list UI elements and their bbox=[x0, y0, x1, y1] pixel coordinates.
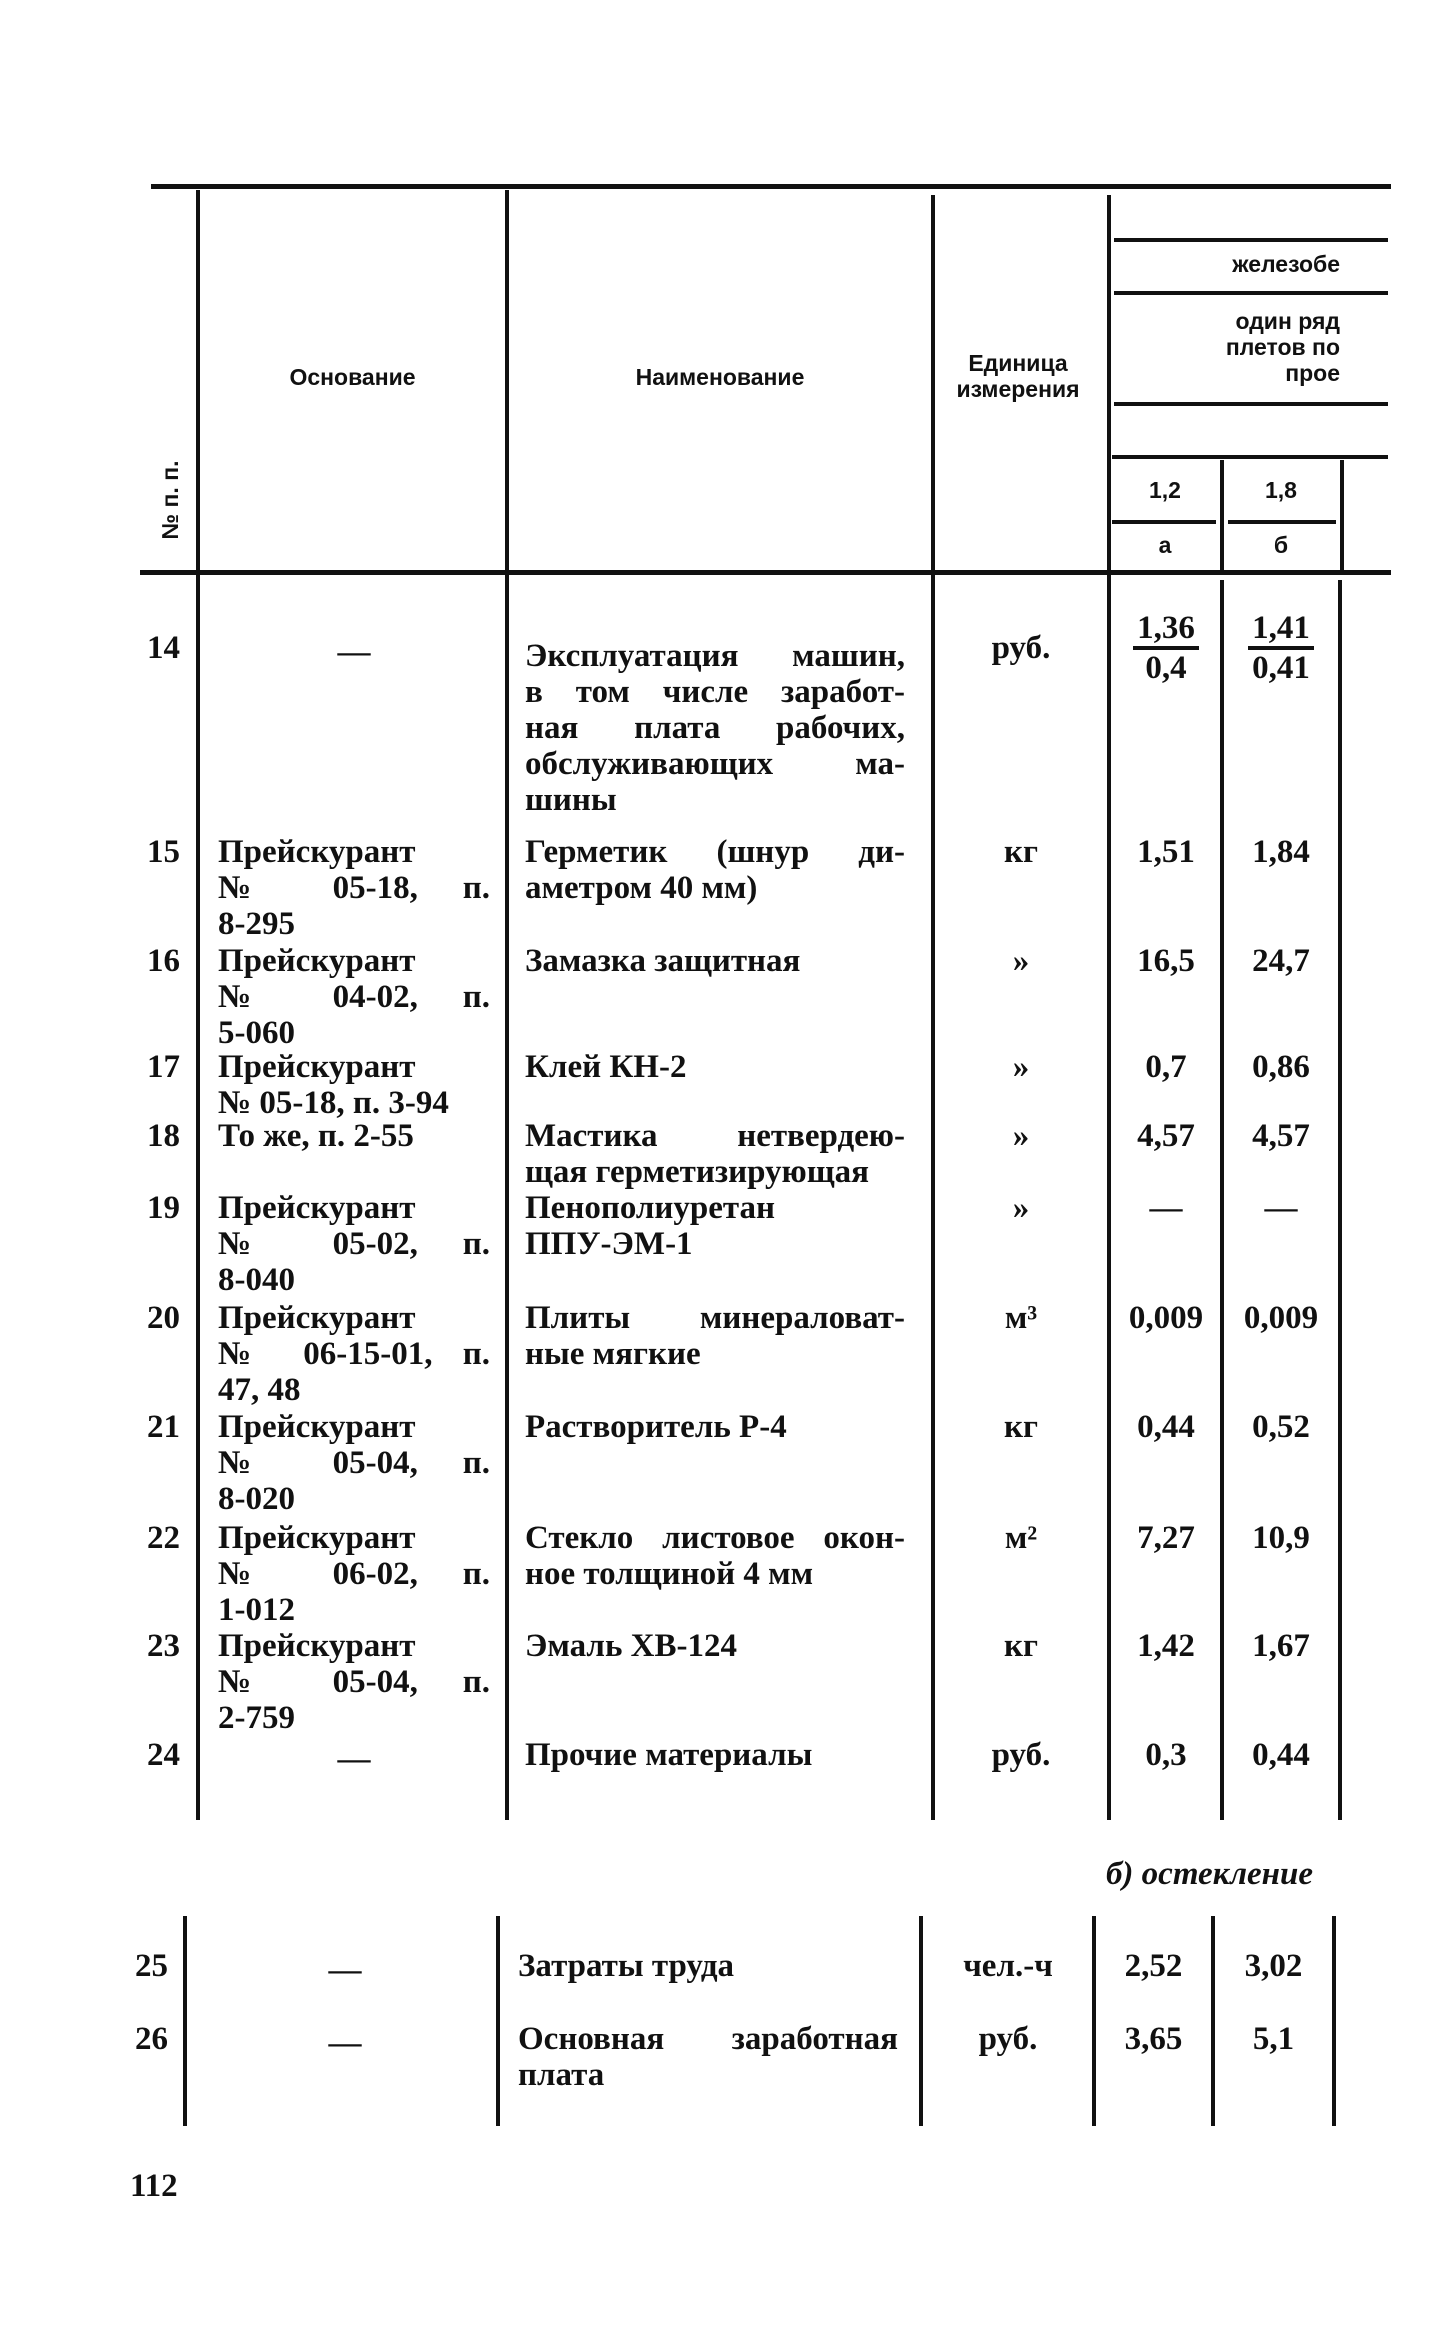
basis-line: 1-012 bbox=[218, 1592, 295, 1628]
value-cell-b: — bbox=[1264, 1190, 1298, 1226]
basis-line: Прейскурант bbox=[218, 1628, 416, 1664]
row-number: 26 bbox=[135, 2021, 168, 2057]
value-cell-b: 1,84 bbox=[1252, 834, 1310, 870]
name-line: Растворитель Р-4 bbox=[525, 1409, 787, 1445]
basis-cell bbox=[218, 1190, 490, 1298]
header-number: № п. п. bbox=[157, 460, 183, 540]
basis-cell bbox=[200, 1952, 490, 1988]
value-cell-b: 0,52 bbox=[1252, 1409, 1310, 1445]
basis-line: № 05-04, п. bbox=[218, 1445, 490, 1481]
value-cell-a: 16,5 bbox=[1137, 943, 1195, 979]
basis-line: — bbox=[328, 2025, 362, 2061]
value-cell-b: 24,7 bbox=[1252, 943, 1310, 979]
col-divider bbox=[505, 190, 509, 1820]
header-unit: Единица измерения bbox=[956, 350, 1080, 402]
name-line: в том числе заработ- bbox=[525, 674, 905, 710]
fraction-numerator: 1,41 bbox=[1248, 610, 1314, 650]
name-cell bbox=[525, 1300, 905, 1372]
basis-line: № 05-04, п. bbox=[218, 1664, 490, 1700]
col-divider bbox=[1332, 1916, 1336, 2126]
value-cell-b: 0,44 bbox=[1252, 1737, 1310, 1773]
name-line: ная плата рабочих, bbox=[525, 710, 905, 746]
value-cell-a: 0,44 bbox=[1137, 1409, 1195, 1445]
basis-cell bbox=[218, 1741, 490, 1777]
row-number: 24 bbox=[147, 1737, 180, 1773]
name-line: щая герметизирующая bbox=[525, 1154, 869, 1190]
section-title: б) остекление bbox=[1105, 1856, 1313, 1892]
value-cell-a: 2,52 bbox=[1124, 1948, 1183, 1984]
row-number: 23 bbox=[147, 1628, 180, 1664]
name-cell bbox=[525, 1520, 905, 1592]
unit-cell: м³ bbox=[1004, 1300, 1038, 1336]
name-line: обслуживающих ма- bbox=[525, 746, 905, 782]
col-divider bbox=[183, 1916, 187, 2126]
unit-cell: » bbox=[1012, 943, 1030, 979]
basis-line: Прейскурант bbox=[218, 943, 416, 979]
name-line: Затраты труда bbox=[518, 1948, 735, 1984]
group-rule bbox=[1114, 291, 1388, 295]
basis-cell bbox=[218, 834, 490, 942]
header-group: железобе bbox=[1232, 251, 1340, 277]
unit-cell: кг bbox=[1004, 1628, 1038, 1664]
basis-line: — bbox=[337, 634, 371, 670]
basis-line: 5-060 bbox=[218, 1015, 295, 1051]
group-rule bbox=[1112, 455, 1388, 459]
basis-line: Прейскурант bbox=[218, 1049, 416, 1085]
name-cell bbox=[525, 1737, 905, 1773]
row-number: 18 bbox=[147, 1118, 180, 1154]
basis-line: — bbox=[337, 1741, 371, 1777]
unit-cell: » bbox=[1012, 1049, 1030, 1085]
col-divider bbox=[1340, 460, 1344, 570]
name-line: Клей КН-2 bbox=[525, 1049, 687, 1085]
basis-line: — bbox=[328, 1952, 362, 1988]
value-cell-b: 4,57 bbox=[1252, 1118, 1310, 1154]
basis-line: Прейскурант bbox=[218, 1190, 416, 1226]
basis-line: Прейскурант bbox=[218, 834, 416, 870]
value-cell-a: 4,57 bbox=[1137, 1118, 1195, 1154]
row-number: 15 bbox=[147, 834, 180, 870]
name-cell bbox=[525, 1409, 905, 1445]
value-cell-b: 3,02 bbox=[1244, 1948, 1303, 1984]
basis-cell bbox=[218, 1118, 490, 1154]
row-number: 20 bbox=[147, 1300, 180, 1336]
header-subcol-a-letter: а bbox=[1158, 532, 1172, 558]
row-number: 19 bbox=[147, 1190, 180, 1226]
header-bottom-rule bbox=[140, 570, 1391, 575]
unit-cell: » bbox=[1012, 1118, 1030, 1154]
name-line: ные мягкие bbox=[525, 1336, 701, 1372]
name-line: Стекло листовое окон- bbox=[525, 1520, 905, 1556]
unit-cell: руб. bbox=[991, 630, 1051, 666]
value-cell-b: 10,9 bbox=[1252, 1520, 1310, 1556]
name-line: ное толщиной 4 мм bbox=[525, 1556, 814, 1592]
unit-cell: чел.-ч bbox=[963, 1948, 1053, 1984]
unit-cell: руб. bbox=[978, 2021, 1038, 2057]
col-divider bbox=[1107, 195, 1111, 1820]
name-line: Эксплуатация машин, bbox=[525, 638, 905, 674]
basis-line: № 04-02, п. bbox=[218, 979, 490, 1015]
name-line: Замазка защитная bbox=[525, 943, 801, 979]
basis-cell bbox=[200, 2025, 490, 2061]
subcol-rule bbox=[1228, 520, 1336, 524]
name-line: Пенополиуретан bbox=[525, 1190, 776, 1226]
value-cell-b: 5,1 bbox=[1252, 2021, 1295, 2057]
value-cell-b: 0,009 bbox=[1243, 1300, 1319, 1336]
unit-cell: » bbox=[1012, 1190, 1030, 1226]
col-divider bbox=[496, 1916, 500, 2126]
value-cell-b: 0,86 bbox=[1252, 1049, 1310, 1085]
name-cell bbox=[525, 943, 905, 979]
value-cell-a: 0,3 bbox=[1145, 1737, 1187, 1773]
header-subcol-a-value: 1,2 bbox=[1149, 477, 1181, 503]
value-cell-a: 0,009 bbox=[1128, 1300, 1204, 1336]
header-name: Наименование bbox=[635, 364, 805, 390]
basis-line: № 05-18, п. bbox=[218, 870, 490, 906]
fraction-denominator: 0,4 bbox=[1145, 650, 1187, 686]
value-cell-a: — bbox=[1149, 1190, 1183, 1226]
name-line: Эмаль ХВ-124 bbox=[525, 1628, 737, 1664]
name-line: Основная заработная bbox=[518, 2021, 898, 2057]
table-top-rule bbox=[151, 184, 1391, 189]
header-subcol-b-value: 1,8 bbox=[1265, 477, 1297, 503]
name-cell bbox=[525, 638, 905, 818]
basis-line: № 05-02, п. bbox=[218, 1226, 490, 1262]
fraction bbox=[1133, 610, 1199, 686]
basis-line: 8-295 bbox=[218, 906, 295, 942]
value-cell-a: 1,51 bbox=[1137, 834, 1195, 870]
basis-line: № 06-15-01, п. bbox=[218, 1336, 490, 1372]
basis-line: 2-759 bbox=[218, 1700, 295, 1736]
name-line: Плиты минераловат- bbox=[525, 1300, 905, 1336]
basis-cell bbox=[218, 1628, 490, 1736]
basis-cell bbox=[218, 1409, 490, 1517]
basis-line: 8-020 bbox=[218, 1481, 295, 1517]
fraction-numerator: 1,36 bbox=[1133, 610, 1199, 650]
header-subgroup: один ряд плетов по прое bbox=[1225, 308, 1340, 386]
name-cell bbox=[525, 1190, 905, 1262]
name-line: плата bbox=[518, 2057, 605, 2093]
fraction bbox=[1248, 610, 1314, 686]
row-number: 21 bbox=[147, 1409, 180, 1445]
value-cell-b bbox=[1224, 610, 1338, 686]
basis-cell bbox=[218, 1049, 490, 1121]
col-divider bbox=[931, 195, 935, 1820]
value-cell-a: 1,42 bbox=[1137, 1628, 1195, 1664]
fraction-denominator: 0,41 bbox=[1252, 650, 1310, 686]
name-line: Мастика нетвердею- bbox=[525, 1118, 905, 1154]
col-divider bbox=[1338, 580, 1342, 1820]
row-number: 22 bbox=[147, 1520, 180, 1556]
header-subcol-b-letter: б bbox=[1273, 532, 1289, 558]
name-cell bbox=[525, 834, 905, 906]
basis-line: Прейскурант bbox=[218, 1409, 416, 1445]
basis-line: 47, 48 bbox=[218, 1372, 301, 1408]
unit-cell: руб. bbox=[991, 1737, 1051, 1773]
row-number: 16 bbox=[147, 943, 180, 979]
basis-line: № 05-18, п. 3-94 bbox=[218, 1085, 449, 1121]
unit-cell: кг bbox=[1004, 1409, 1038, 1445]
value-cell-a: 3,65 bbox=[1124, 2021, 1183, 2057]
name-cell bbox=[518, 1948, 898, 1984]
basis-cell bbox=[218, 1520, 490, 1628]
group-rule bbox=[1114, 238, 1388, 242]
name-cell bbox=[525, 1118, 905, 1190]
name-cell bbox=[525, 1049, 905, 1085]
row-number: 25 bbox=[135, 1948, 168, 1984]
group-rule bbox=[1114, 402, 1388, 406]
basis-cell bbox=[218, 943, 490, 1051]
unit-cell: м² bbox=[1004, 1520, 1038, 1556]
row-number: 14 bbox=[147, 630, 180, 666]
basis-line: Прейскурант bbox=[218, 1300, 416, 1336]
value-cell-a: 7,27 bbox=[1137, 1520, 1195, 1556]
basis-line: То же, п. 2-55 bbox=[218, 1118, 414, 1154]
basis-line: Прейскурант bbox=[218, 1520, 416, 1556]
row-number: 17 bbox=[147, 1049, 180, 1085]
basis-line: 8-040 bbox=[218, 1262, 295, 1298]
col-divider bbox=[196, 190, 200, 1820]
value-cell-b: 1,67 bbox=[1252, 1628, 1310, 1664]
basis-cell bbox=[218, 634, 490, 670]
name-line: Прочие материалы bbox=[525, 1737, 813, 1773]
subcol-rule bbox=[1112, 520, 1216, 524]
name-line: аметром 40 мм) bbox=[525, 870, 758, 906]
value-cell-a: 0,7 bbox=[1145, 1049, 1187, 1085]
name-line: ППУ-ЭМ-1 bbox=[525, 1226, 693, 1262]
value-cell-a bbox=[1111, 610, 1221, 686]
name-cell bbox=[525, 1628, 905, 1664]
header-basis: Основание bbox=[289, 364, 416, 390]
name-cell bbox=[518, 2021, 898, 2093]
name-line: шины bbox=[525, 782, 617, 818]
name-line: Герметик (шнур ди- bbox=[525, 834, 905, 870]
page-number: 112 bbox=[130, 2168, 178, 2204]
basis-cell bbox=[218, 1300, 490, 1408]
unit-cell: кг bbox=[1004, 834, 1038, 870]
basis-line: № 06-02, п. bbox=[218, 1556, 490, 1592]
